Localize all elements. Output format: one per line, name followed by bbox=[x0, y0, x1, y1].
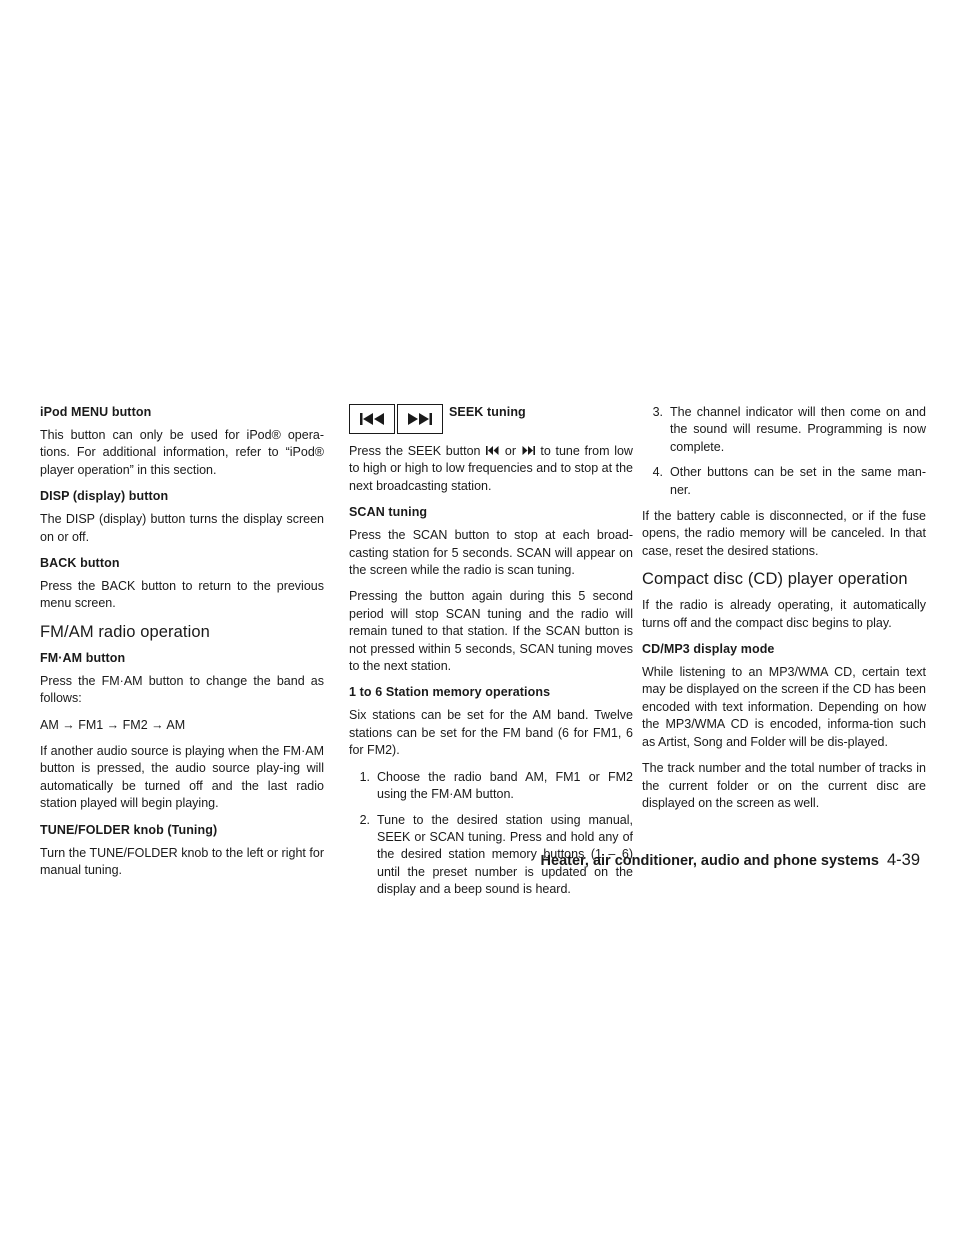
footer-section-title: Heater, air conditioner, audio and phone systems bbox=[540, 853, 879, 869]
page-footer bbox=[541, 851, 920, 870]
disp-button-heading: DISP (display) button bbox=[40, 489, 169, 504]
right-column bbox=[642, 404, 926, 821]
step-number: 3. bbox=[652, 405, 663, 419]
memory-steps-list-continued bbox=[642, 404, 926, 499]
seek-heading-row bbox=[349, 404, 633, 435]
other-source-text: If another audio source is playing when the FM·AM button is pressed, the audio source play-ing will automatically be turned off and the last radio station played will begin playing. bbox=[40, 744, 324, 811]
tune-knob-text: Turn the TUNE/FOLDER knob to the left or right for manual tuning. bbox=[40, 845, 324, 878]
skip-back-icon bbox=[486, 446, 499, 455]
mp3-display-heading: CD/MP3 display mode bbox=[642, 642, 775, 657]
skip-forward-icon bbox=[522, 446, 535, 455]
seek-text-end: to tune from low to high or high to low frequencies and to stop at the next broadcasting station. bbox=[349, 444, 633, 493]
middle-column bbox=[349, 404, 633, 908]
fmam-section-title: FM/AM radio operation bbox=[40, 622, 210, 641]
seek-tuning-text bbox=[349, 443, 633, 495]
fmam-button-text: Press the FM·AM button to change the band as follows: bbox=[40, 673, 324, 706]
seek-tuning-heading: SEEK tuning bbox=[449, 405, 526, 419]
step-number: 1. bbox=[359, 769, 370, 784]
mp3-display-text: While listening to an MP3/WMA CD, certain text may be displayed on the screen if the CD has been encoded with text information. Depending on how the MP3/WMA CD is encoded, informa-tion such as Artist, Song and Folder will be dis-played. bbox=[642, 665, 926, 749]
band-sequence: AM → FM1 → FM2 → AM bbox=[40, 717, 186, 732]
seek-text-start: Press the SEEK button bbox=[349, 444, 481, 458]
ipod-menu-heading: iPod MENU button bbox=[40, 405, 152, 419]
left-column bbox=[40, 404, 324, 889]
page-number: 4-39 bbox=[886, 851, 920, 869]
list-item bbox=[349, 769, 633, 804]
list-item bbox=[642, 404, 926, 456]
memory-steps-list bbox=[349, 769, 633, 899]
memory-heading: 1 to 6 Station memory operations bbox=[349, 685, 551, 700]
list-item bbox=[642, 464, 926, 499]
ipod-menu-text: This button can only be used for iPod® opera-tions. For additional information, refer to “iPod® player operation” in this section. bbox=[40, 428, 324, 477]
step-text: The channel indicator will then come on and the sound will resume. Programming is now complete. bbox=[670, 405, 926, 454]
cd-text: If the radio is already operating, it automatically turns off and the compact disc begins to play. bbox=[642, 598, 926, 630]
fmam-button-heading: FM·AM button bbox=[40, 650, 126, 665]
disp-button-text: The DISP (display) button turns the display screen on or off. bbox=[40, 512, 324, 544]
track-text: The track number and the total number of tracks in the current folder or on the current disc are displayed on the screen as well. bbox=[642, 761, 926, 810]
skip-back-icon bbox=[349, 404, 395, 434]
step-number: 2. bbox=[359, 812, 370, 827]
skip-forward-icon bbox=[397, 404, 443, 434]
battery-text: If the battery cable is disconnected, or if the fuse opens, the radio memory will be canceled. In that case, reset the desired stations. bbox=[642, 509, 926, 558]
back-button-heading: BACK button bbox=[40, 556, 120, 571]
step-text: Choose the radio band AM, FM1 or FM2 using the FM·AM button. bbox=[377, 769, 633, 802]
tune-knob-heading: TUNE/FOLDER knob (Tuning) bbox=[40, 822, 218, 837]
back-button-text: Press the BACK button to return to the previous menu screen. bbox=[40, 579, 324, 611]
step-text: Tune to the desired station using manual, SEEK or SCAN tuning. Press and hold any of the desired station memory buttons (1 – 6) until the preset number is updated on the display and a beep sound is heard. bbox=[377, 812, 633, 897]
cd-section-title: Compact disc (CD) player operation bbox=[642, 570, 908, 589]
scan-tuning-text-2: Pressing the button again during this 5 second period will stop SCAN tuning and the radio will remain tuned to that station. If the SCAN button is not pressed within 5 seconds, SCAN tuning moves to the next station. bbox=[349, 589, 633, 674]
seek-text-or: or bbox=[504, 444, 516, 458]
step-text: Other buttons can be set in the same man-ner. bbox=[670, 465, 926, 497]
scan-tuning-text: Press the SCAN button to stop at each broad-casting station for 5 seconds. SCAN will appear on the screen while the radio is scan tuning. bbox=[349, 528, 633, 578]
step-number: 4. bbox=[652, 465, 663, 480]
memory-text: Six stations can be set for the AM band. Twelve stations can be set for the FM band (6 for FM1, 6 for FM2). bbox=[349, 708, 633, 758]
scan-tuning-heading: SCAN tuning bbox=[349, 505, 428, 520]
